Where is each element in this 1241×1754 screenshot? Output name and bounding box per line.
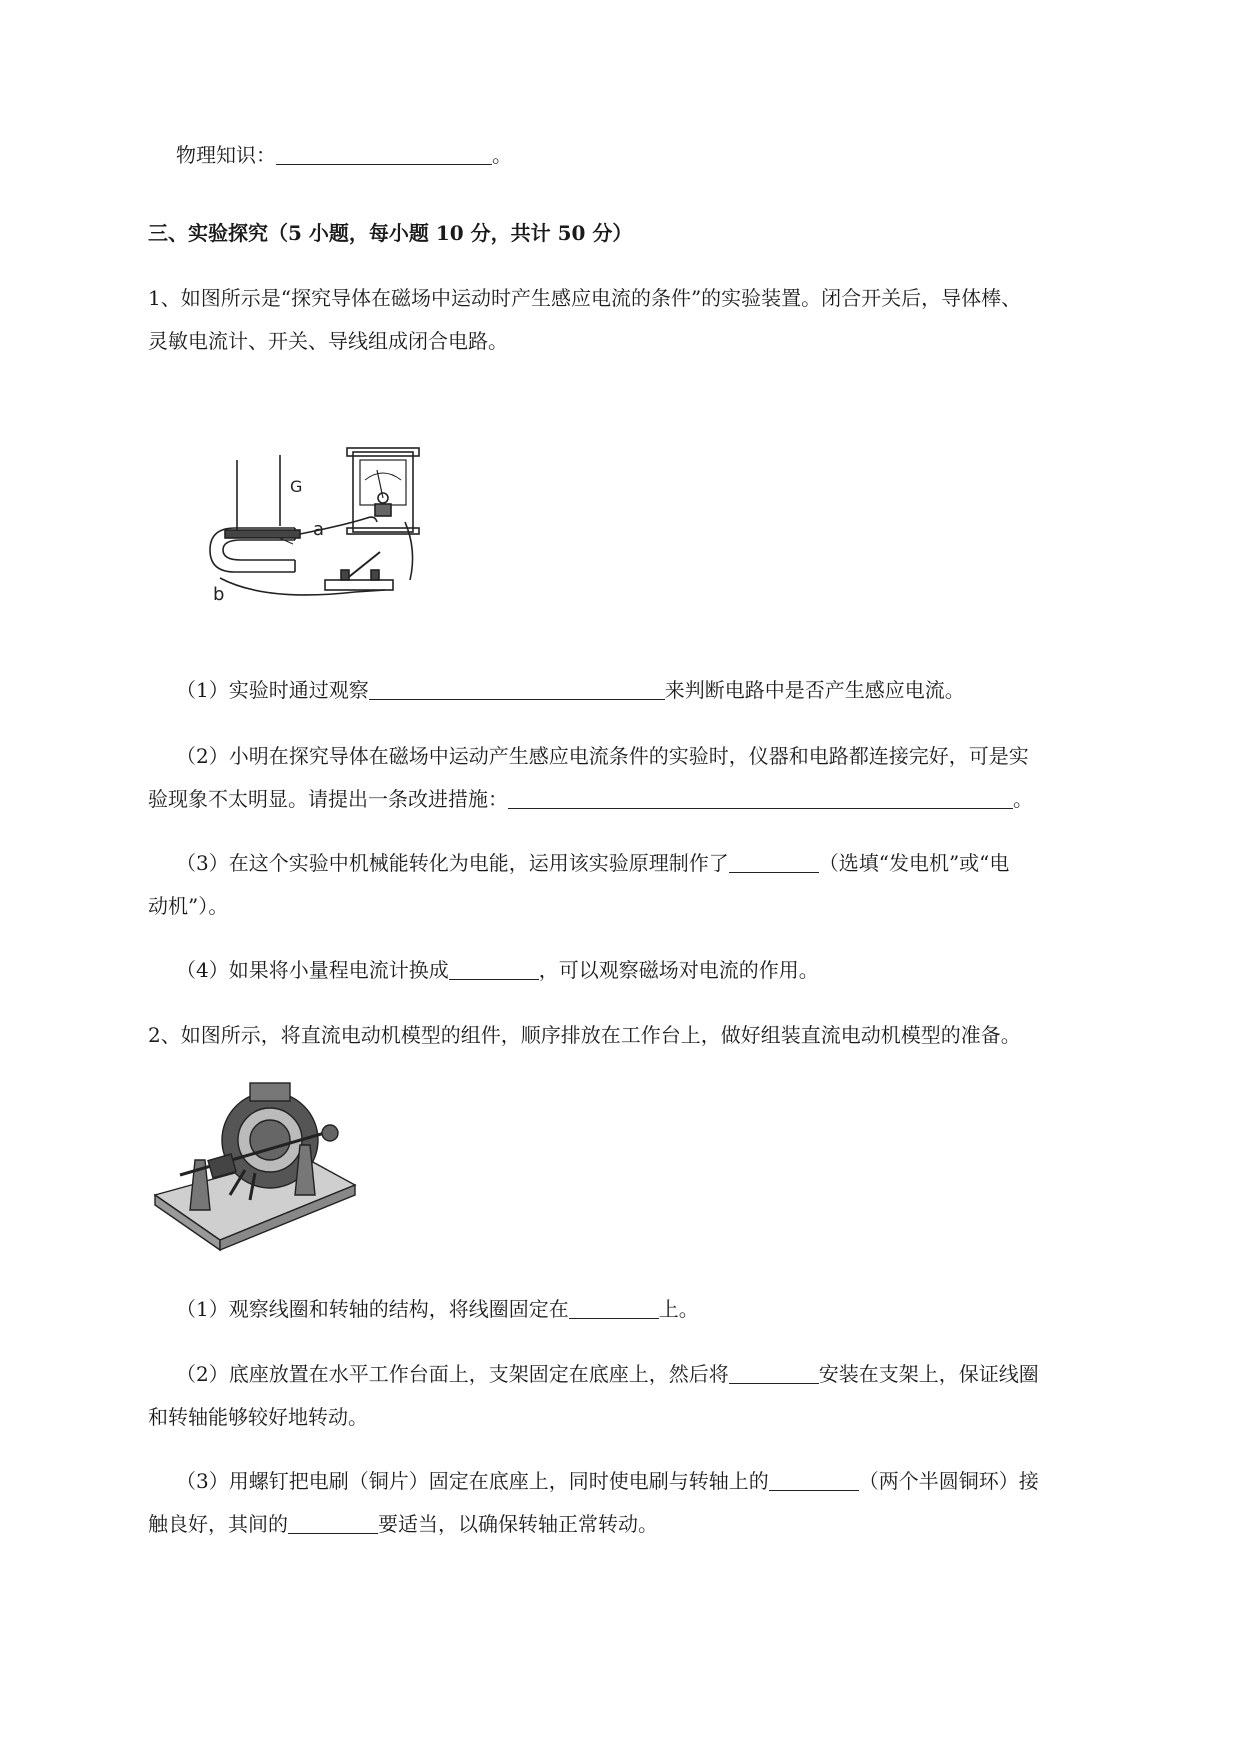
q2-sub2-line-2: 和转轴能够较好地转动。 xyxy=(148,1405,368,1429)
magnet-inner xyxy=(223,540,295,560)
q2-sub3-line-2: 触良好，其间的 要适当，以确保转轴正常转动。 xyxy=(148,1512,658,1536)
answer-blank-q2-1[interactable] xyxy=(569,1296,659,1319)
dc-motor-model-figure xyxy=(150,1075,365,1260)
label-a: a xyxy=(313,519,325,540)
label-b: b xyxy=(213,584,225,605)
label-g: G xyxy=(290,477,303,496)
induction-experiment-figure xyxy=(205,440,435,610)
answer-blank-q1-2[interactable] xyxy=(508,786,1013,809)
answer-blank-q2-4[interactable] xyxy=(288,1511,378,1534)
q2-sub1: （1）观察线圈和转轴的结构，将线圈固定在 上。 xyxy=(176,1297,699,1321)
q1-sub3-line-2: 动机”）。 xyxy=(148,894,229,918)
q2-stem: 2、如图所示，将直流电动机模型的组件，顺序排放在工作台上，做好组装直流电动机模型的准备。 xyxy=(148,1023,1021,1047)
answer-blank[interactable] xyxy=(276,142,492,165)
switch-base xyxy=(325,580,393,590)
answer-blank-q1-4[interactable] xyxy=(449,957,539,980)
answer-line-physics-knowledge xyxy=(176,140,1181,170)
answer-blank-q2-2[interactable] xyxy=(729,1361,819,1384)
q1-stem-line-1: 1、如图所示是“探究导体在磁场中运动时产生感应电流的条件”的实验装置。闭合开关后，导体棒、 xyxy=(148,286,1022,310)
punctuation: 。 xyxy=(492,143,512,167)
answer-blank-q1-1[interactable] xyxy=(369,677,665,700)
q1-sub2-line-2: 验现象不太明显。请提出一条改进措施： 。 xyxy=(148,787,1033,811)
q1-stem-line-2: 灵敏电流计、开关、导线组成闭合电路。 xyxy=(148,329,508,353)
section-title: 三、实验探究（5 小题，每小题 10 分，共计 50 分） xyxy=(148,221,633,245)
q1-sub1: （1）实验时通过观察 来判断电路中是否产生感应电流。 xyxy=(176,678,965,702)
q1-sub4: （4）如果将小量程电流计换成 ，可以观察磁场对电流的作用。 xyxy=(176,958,819,982)
q1-sub2-line-1: （2）小明在探究导体在磁场中运动产生感应电流条件的实验时，仪器和电路都连接完好，可是实 xyxy=(176,744,1029,768)
q2-sub2-line-1: （2）底座放置在水平工作台面上，支架固定在底座上，然后将 安装在支架上，保证线圈 xyxy=(176,1362,1039,1386)
q2-sub3-line-1: （3）用螺钉把电刷（铜片）固定在底座上，同时使电刷与转轴上的 （两个半圆铜环）接 xyxy=(176,1469,1039,1493)
q1-sub3-line-1: （3）在这个实验中机械能转化为电能，运用该实验原理制作了 （选填“发电机”或“电 xyxy=(176,851,1010,875)
conductor-rod xyxy=(225,530,300,538)
answer-blank-q1-3[interactable] xyxy=(729,850,819,873)
label-physics-knowledge: 物理知识： xyxy=(176,143,276,167)
wire-meter-switch xyxy=(405,522,413,580)
answer-blank-q2-3[interactable] xyxy=(769,1468,859,1491)
